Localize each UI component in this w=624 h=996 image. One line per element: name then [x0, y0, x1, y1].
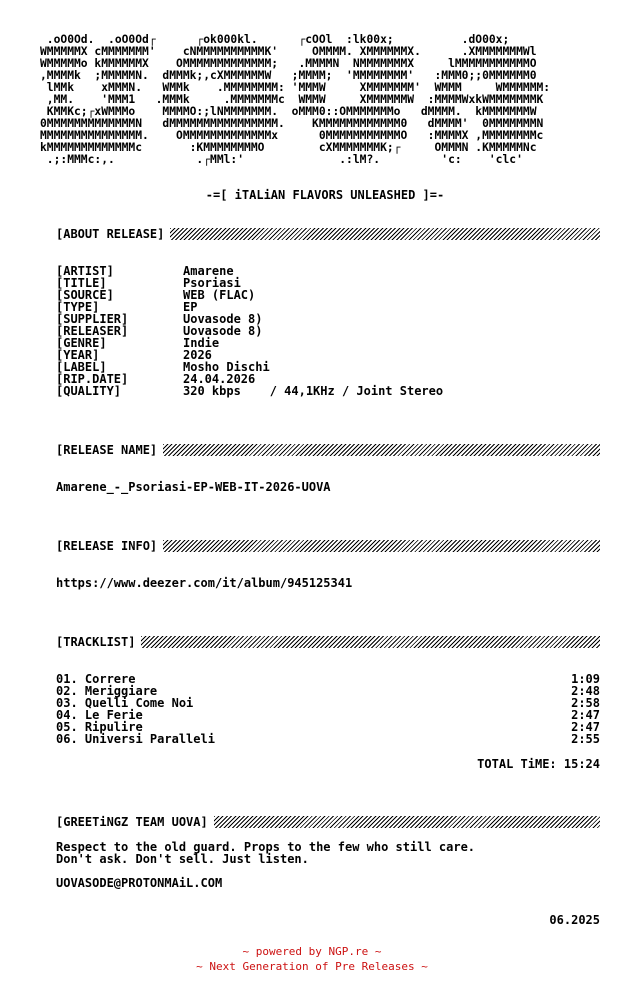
- detail-value: Uovasode 8): [183, 324, 263, 338]
- track-title: 04. Le Ferie: [56, 708, 143, 722]
- about-release-section: [56, 227, 600, 397]
- track-duration: 2:55: [571, 732, 600, 746]
- section-heading: [RELEASE INFO]: [56, 539, 158, 553]
- detail-row: [56, 289, 600, 301]
- detail-value: Mosho Dischi: [183, 360, 270, 374]
- detail-value: Psoriasi: [183, 276, 241, 290]
- track-title: 05. Ripulire: [56, 720, 143, 734]
- tagline: -=[ iTALiAN FLAVORS UNLEASHED ]=-: [205, 188, 445, 202]
- nfo-header: [40, 34, 610, 202]
- detail-row: [56, 313, 600, 325]
- detail-key: [QUALITY]: [56, 384, 122, 398]
- detail-key: [LABEL]: [56, 360, 107, 374]
- section-header: [56, 635, 600, 649]
- hatch-divider: [141, 636, 600, 648]
- track-title: 06. Universi Paralleli: [56, 732, 215, 746]
- track-row: [56, 733, 600, 745]
- detail-key: [ARTIST]: [56, 264, 114, 278]
- release-details: [56, 265, 600, 397]
- section-heading: [ABOUT RELEASE]: [56, 227, 165, 241]
- section-header: [56, 227, 600, 241]
- track-duration: 2:58: [571, 696, 600, 710]
- album-url-link[interactable]: https://www.deezer.com/it/album/945125341: [56, 576, 353, 590]
- detail-row: [56, 277, 600, 289]
- hatch-divider: [163, 540, 600, 552]
- detail-key: [SOURCE]: [56, 288, 114, 302]
- section-header: [56, 443, 600, 457]
- total-time: TOTAL TiME: 15:24: [477, 757, 600, 771]
- detail-key: [GENRE]: [56, 336, 107, 350]
- release-date: 06.2025: [549, 913, 600, 927]
- detail-value: 320 kbps / 44,1KHz / Joint Stereo: [183, 384, 444, 398]
- track-duration: 2:48: [571, 684, 600, 698]
- track-title: 01. Correre: [56, 672, 136, 686]
- section-header: [56, 539, 600, 553]
- detail-row: [56, 361, 600, 373]
- greeting-line: Respect to the old guard. Props to the few who still care.: [56, 840, 476, 854]
- contact-email: UOVASODE@PROTONMAiL.COM: [56, 876, 223, 890]
- section-heading: [TRACKLIST]: [56, 635, 136, 649]
- release-info-section: [56, 539, 600, 589]
- detail-key: [TITLE]: [56, 276, 107, 290]
- track-title: 02. Meriggiare: [56, 684, 158, 698]
- detail-key: [RELEASER]: [56, 324, 129, 338]
- footer-powered-by: ~ powered by NGP.re ~: [242, 945, 382, 958]
- detail-row: [56, 265, 600, 277]
- detail-row: [56, 301, 600, 313]
- footer: [0, 944, 624, 974]
- ascii-logo: .oO0Od. .oO0Od┌ ┌ok000kl. ┌cOOl :lk00x; .dO00x; WMMMMMX cMMMMMMM' cNMMMMMMMMMMK' OMMMM. XMMMMMMX. .XMMMMMMMWl WMMMMMo kMMMMMMX OMMMMMMMMMMMMM; .MMMMN NMMMMMMMX lMMMMMMMMMMMO ,MMMMk ;MMMMMN. dMMMk;,cXMMMMMMW ;MMMM; 'MMMMMMMM' :MMM0;;0MMMMMM0 lMMk xMMMN. WMMk .MMMMMMMM: 'MMMW XMMMMMMM' WMMM WMMMMMM: ,MM. 'MMM1 .MMMk .MMMMMMMc WMMW XMMMMMMW :MMMMWxkWMMMMMMMK KMMKc;┌xWMMMo MMMMO:;lNMMMMMMM. oMMM0::OMMMMMMMo dMMMM. kMMMMMMMW 0MMMMMMMMMMMMMN dMMMMMMMMMMMMMMMM. KMMMMMMMMMMMM0 dMMMM' 0MMMMMMMN MMMMMMMMMMMMMMM. OMMMMMMMMMMMMMx 0MMMMMMMMMMMO :MMMMX ,MMMMMMMMc kMMMMMMMMMMMMMc :KMMMMMMMMO cXMMMMMMMK;┌ OMMMN .KMMMMMNc .;:MMMc:,. .┌MMl:' .:lM?. 'c: 'clc': [40, 33, 551, 166]
- release-name-section: [56, 443, 600, 493]
- detail-value: Indie: [183, 336, 220, 350]
- track-duration: 2:47: [571, 720, 600, 734]
- tracklist-section: [56, 635, 600, 771]
- greetings-section: [56, 815, 600, 927]
- release-name-value: Amarene_-_Psoriasi-EP-WEB-IT-2026-UOVA: [56, 480, 331, 494]
- detail-key: [YEAR]: [56, 348, 100, 362]
- track-title: 03. Quelli Come Noi: [56, 696, 194, 710]
- detail-row: [56, 385, 600, 397]
- detail-value: Uovasode 8): [183, 312, 263, 326]
- detail-key: [SUPPLIER]: [56, 312, 129, 326]
- track-duration: 1:09: [571, 672, 600, 686]
- section-heading: [GREETiNGZ TEAM UOVA]: [56, 815, 208, 829]
- detail-row: [56, 349, 600, 361]
- detail-value: Amarene: [183, 264, 234, 278]
- detail-value: 24.04.2026: [183, 372, 256, 386]
- detail-row: [56, 325, 600, 337]
- detail-row: [56, 337, 600, 349]
- detail-value: 2026: [183, 348, 212, 362]
- section-header: [56, 815, 600, 829]
- detail-key: [RIP.DATE]: [56, 372, 129, 386]
- hatch-divider: [214, 816, 600, 828]
- hatch-divider: [163, 444, 600, 456]
- hatch-divider: [170, 228, 600, 240]
- greeting-line: Don't ask. Don't sell. Just listen.: [56, 852, 309, 866]
- footer-subtitle: ~ Next Generation of Pre Releases ~: [196, 960, 428, 973]
- detail-key: [TYPE]: [56, 300, 100, 314]
- section-heading: [RELEASE NAME]: [56, 443, 158, 457]
- detail-value: EP: [183, 300, 198, 314]
- track-duration: 2:47: [571, 708, 600, 722]
- detail-value: WEB (FLAC): [183, 288, 256, 302]
- track-list: [56, 673, 600, 745]
